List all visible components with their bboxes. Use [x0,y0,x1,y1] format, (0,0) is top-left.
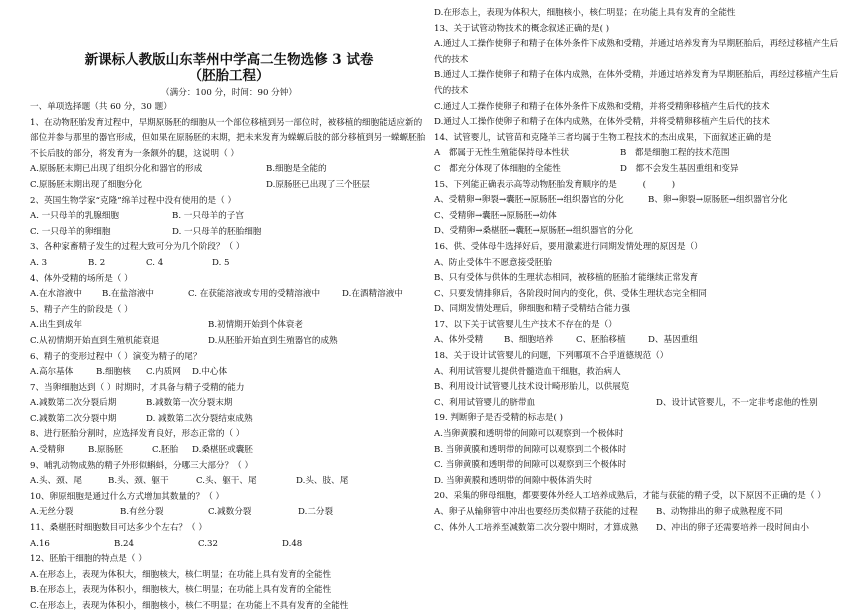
options-q1-cd [30,178,428,194]
option: C 都充分体现了体细胞的全能性 [434,163,561,174]
exam-subtitle: （胚胎工程） [188,68,270,84]
option: A. 一只母羊的乳腺细胞 [30,211,120,222]
question-9: 9、哺乳动物成熟的精子外形似蝌蚪，分哪三大部分？（ ） [30,460,254,471]
options-q14-cd [434,162,844,178]
option: C.32 [198,538,218,549]
left-column [30,52,428,615]
option: C.胚胎 [152,445,179,456]
option: A.通过人工操作使卵子和精子在体外条件下成熟和受精，并通过培养发育为早期胚胎后，再经过移植产生后代的技术 [434,39,839,65]
options-q15-ab [434,193,844,209]
option: C.通过人工操作使卵子和精子在体外条件下成熟和受精，并将受精卵移植产生后代的技术 [434,101,770,112]
option: A.减数第二次分裂后期 [30,398,117,409]
option: D、设计试管婴儿，不一定非考虑他的性别 [656,397,818,408]
options-q2-cd [30,225,428,241]
options-q2-ab [30,209,428,225]
option: A.原肠胚末期已出现了组织分化和器官的形成 [30,164,203,175]
section-heading: 一、单项选择题（共 60 分，30 题） [30,102,172,112]
option: D 都不会发生基因重组和变异 [620,163,739,174]
option: D.在酒精溶液中 [342,289,403,300]
option: D.二分裂 [298,507,334,518]
question-18: 18、关于设计试管婴儿的问题，下列哪项不合乎道德规范（） [434,351,669,362]
option: C.减数分裂 [208,507,252,518]
option: C. 当卵黄膜和透明带的间隙可以观察到三个极体时 [434,460,627,471]
option: D.从胚胎开始直到生殖器官的成熟 [208,335,338,346]
option: D.在形态上，表现为体积大，细胞核小，核仁明显；在功能上具有发育的全能性 [434,8,736,18]
options-q20-ab [434,505,844,521]
option: B.细胞核 [96,367,131,378]
option: A. 3 [30,257,48,268]
option: D. 减数第二次分裂结束成熟 [146,413,253,424]
option: C.头、躯干、尾 [196,476,257,487]
question-10: 10、卵原细胞是通过什么方式增加其数量的？（ ） [30,491,225,502]
option: D.中心体 [192,367,228,378]
option: C、体外人工培养至减数第二次分裂中期时，才算成熟 [434,522,639,533]
option: B.头、颈、躯干 [108,476,169,487]
question-20: 20、采集的卵母细胞，都要要体外经人工培养成熟后，才能与获能的精子受，以下原因不正确的是（ ） [434,491,826,502]
option: B、动物排出的卵子成熟程度不同 [656,507,783,517]
option: C. 一只母羊的卵细胞 [30,226,111,237]
option: B.在形态上，表现为体积小，细胞核大，核仁明显；在功能上具有发育的全能性 [30,585,332,596]
option: C、胚胎移植 [576,335,626,346]
options-q7-cd [30,412,428,428]
option: B.通过人工操作使卵子和精子在体内成熟，在体外受精，并通过培养发育为早期胚胎后，再经过移植产生后代的技术 [434,70,839,96]
exam-title: 新课标人教版山东莘州中学高二生物选修 3 试卷 [84,52,374,68]
option: A.受精卵 [30,445,65,456]
option: C、利用试管婴儿的脐带血 [434,397,536,408]
option: D.桑椹胚或囊胚 [192,445,253,456]
question-7: 7、当卵细胞达到（ ）时期时，才具备与精子受精的能力 [30,382,245,393]
option: B、只有受体与供体的生理状态相同，被移植的胚胎才能继续正常发育 [434,273,699,284]
question-2: 2、英国生物学家“克隆”绵羊过程中没有使用的是（ ） [30,195,237,206]
option: B.减数第一次分裂末期 [146,398,233,409]
options-q14-ab [434,146,844,162]
question-12: 12、胚胎干细胞的特点是（ ） [30,554,147,565]
question-11: 11、桑椹胚时细胞数目可达多少个左右？（ ） [30,523,207,534]
right-column [434,6,844,536]
option: D、基因重组 [648,335,698,346]
option: B.有丝分裂 [120,507,164,518]
option: B、细胞培养 [504,335,554,346]
option: A.无丝分裂 [30,507,74,518]
option: C.从初情期开始直到生殖机能衰退 [30,335,160,346]
question-5: 5、精子产生的阶段是（ ） [30,304,133,315]
options-q5-ab [30,318,428,334]
options-q4 [30,287,428,303]
options-q6 [30,365,428,381]
options-q5-cd [30,334,428,350]
question-3: 3、各种家畜精子发生的过程大致可分为几个阶段？（ ） [30,242,245,253]
exam-meta: （满分：100 分，时间：90 分钟） [161,88,297,98]
question-1: 1、在动物胚胎发育过程中，早期原肠胚的细胞从一个部位移植到另一部位时，被移植的细胞能适应新的部位并参与那里的器官形成，但如果在原肠胚的末期，把未来发育为蝾螈后肢的部分移植到另一蝾螈胚胎不长后肢的部分，将发育为一条额外的腿，这说明（ ） [30,117,426,159]
option: C、受精卵→囊胚→原肠胚→幼体 [434,210,557,221]
option: A.16 [30,538,50,549]
option: B 都是细胞工程的技术范围 [620,148,730,159]
question-6: 6、精子的变形过程中（ ）演变为精子的尾？ [30,351,202,362]
option: D. 一只母羊的胚胎细胞 [172,226,262,237]
options-q11 [30,537,428,553]
option: B、卵→卵裂→原肠胚→组织器官分化 [648,195,788,206]
options-q1-ab [30,162,428,178]
option: B.24 [114,538,134,549]
option: D.原肠胚已出现了三个胚层 [266,179,370,190]
option: B、利用设计试管婴儿技术设计畸形胎儿，以供展览 [434,382,630,393]
option: C.减数第二次分裂中期 [30,413,117,424]
option: D、同期发情处理后，卵细胞和精子受精结合能力强 [434,304,630,315]
question-19: 19. 判断卵子是否受精的标志是( ) [434,413,563,424]
options-q3 [30,256,428,272]
option: A.出生到成年 [30,320,82,331]
options-q7-ab [30,396,428,412]
question-17: 17、以下关于试管婴儿生产技术不存在的是（） [434,319,617,330]
option: A.在形态上，表现为体积大，细胞核大，核仁明显；在功能上具有发育的全能性 [30,569,332,580]
question-8: 8、进行胚胎分割时，应选择发育良好，形态正常的（ ） [30,429,245,440]
question-13: 13、关于试管动物技术的概念叙述正确的是( ) [434,23,610,34]
question-14: 14、试管婴儿，试管苗和克隆羊三者均属于生物工程技术的杰出成果，下面叙述正确的是 [434,132,772,143]
options-q18-cd [434,396,844,412]
option: A、利用试管婴儿提供骨髓造血干细胞，救治病人 [434,366,621,377]
option: B.初情期开始到个体衰老 [208,320,303,331]
options-q10 [30,505,428,521]
option: D.48 [282,538,303,549]
option: B.原肠胚 [88,445,123,456]
option: C.在形态上，表现为体积小，细胞核小，核仁不明显；在功能上不具有发育的全能性 [30,601,349,611]
option: B. 一只母羊的子宫 [172,211,244,222]
option: D、冲出的卵子还需要培养一段时间由小 [656,522,809,533]
option: B.细胞是全能的 [266,164,327,175]
option: A.在水溶液中 [30,289,82,300]
option: D.通过人工操作使卵子和精子在体内成熟，在体外受精，并将受精卵移植产生后代的技术 [434,117,770,128]
option: D. 当卵黄膜和透明带的间隙中极体消失时 [434,475,593,486]
option: B. 2 [88,257,106,268]
option: C.原肠胚末期出现了细胞分化 [30,179,143,190]
option: D、受精卵→桑椹胚→囊胚→原肠胚→组织器官的分化 [434,226,633,237]
option: B.在盐溶液中 [102,289,155,300]
option: A.高尔基体 [30,367,74,378]
option: C. 4 [146,257,164,268]
options-q8 [30,443,428,459]
option: C、只要发情排卵后，各阶段时间内的变化，供、受体生理状态完全相同 [434,288,707,299]
option: A、受精卵→卵裂→囊胚→原肠胚→组织器官的分化 [434,195,624,206]
option: A、防止受体牛不愿意接受胚胎 [434,257,552,268]
option: A、卵子从输卵管中冲出也要经历类似精子获能的过程 [434,507,638,517]
option: C.内质网 [146,367,181,378]
option: A.头、颈、尾 [30,476,82,487]
option: B. 当卵黄膜和透明带的间隙可以观察到二个极体时 [434,444,627,455]
option: C. 在获能溶液或专用的受精溶液中 [188,289,321,300]
options-q20-cd [434,521,844,537]
option: A、体外受精 [434,335,484,346]
option: A.当卵黄膜和透明带的间隙可以观察到一个极体时 [434,429,624,440]
question-16: 16、供、受体母牛选择好后，要用激素进行同期发情处理的原因是（） [434,241,703,252]
options-q17 [434,333,844,349]
option: A 都属于无性生殖能保持母本性状 [434,148,570,159]
question-15: 15、下列能正确表示高等动物胚胎发育顺序的是 ( ) [434,179,676,190]
question-4: 4、体外受精的场所是（ ） [30,273,133,284]
options-q9 [30,474,428,490]
option: D.头、肢、尾 [296,476,349,487]
option: D. 5 [212,257,230,268]
